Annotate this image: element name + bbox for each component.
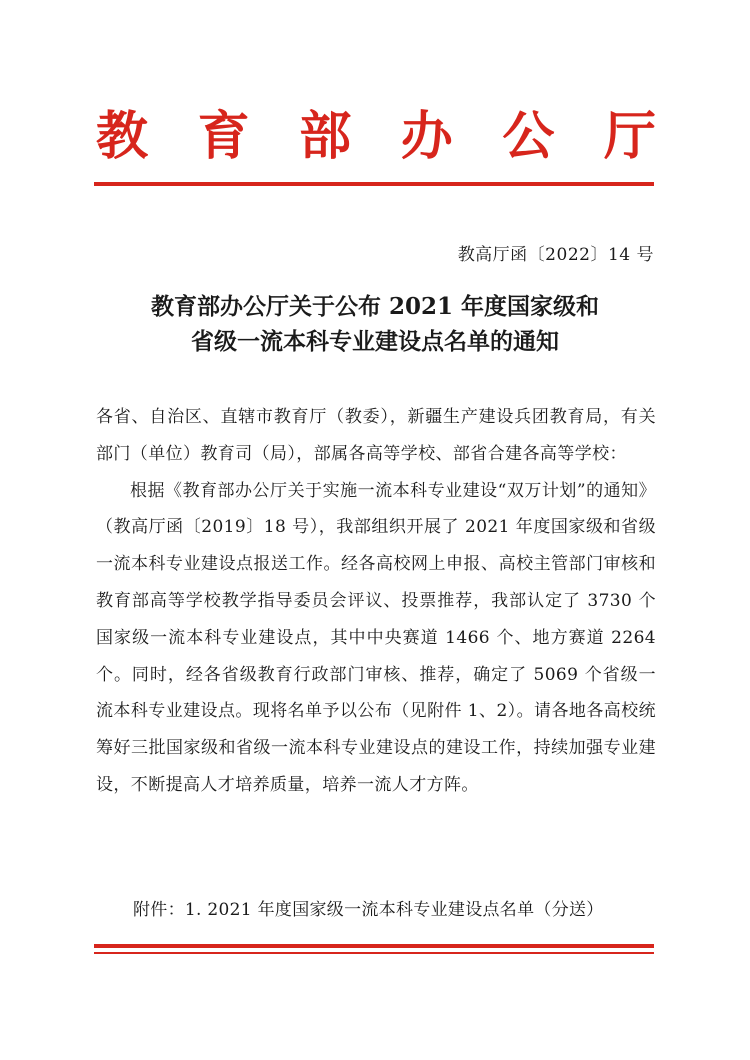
issuer-heading — [96, 104, 656, 170]
issuer-char: 教 — [96, 106, 149, 167]
issuer-char: 办 — [400, 106, 453, 167]
footer-red-rule-thick — [94, 944, 654, 948]
body-paragraph: 根据《教育部办公厅关于实施一流本科专业建设“双万计划”的通知》（教高厅函〔2019〕18 号），我部组织开展了 2021 年度国家级和省级一流本科专业建设点报送工作。经各高校网上申报、高校主管部门审核和教育部高等学校教学指导委员会评议、投票推荐，我部认定了 3730 个国家级一流本科专业建设点，其中中央赛道 1466 个、地方赛道 2264 个。同时，经各省级教育行政部门审核、推荐，确定了 5069 个省级一流本科专业建设点。现将名单予以公布（见附件 1、2）。请各地各高校统筹好三批国家级和省级一流本科专业建设点的建设工作，持续加强专业建设，不断提高人才培养质量，培养一流人才方阵。 — [96, 480, 656, 795]
document-body — [96, 399, 656, 804]
document-title — [80, 289, 670, 359]
document-number: 教高厅函〔2022〕14 号 — [457, 245, 654, 265]
addressee: 各省、自治区、直辖市教育厅（教委），新疆生产建设兵团教育局，有关部门（单位）教育司（局），部属各高等学校、部省合建各高等学校： — [96, 407, 656, 464]
issuer-char: 厅 — [603, 106, 656, 167]
title-line: 省级一流本科专业建设点名单的通知 — [191, 328, 559, 355]
attachment-line: 附件：1. 2021 年度国家级一流本科专业建设点名单（分送） — [133, 900, 604, 920]
issuer-char: 部 — [299, 106, 352, 167]
footer-red-rule-thin — [94, 952, 654, 954]
issuer-char: 育 — [197, 106, 250, 167]
title-line: 教育部办公厅关于公布 2021 年度国家级和 — [150, 293, 600, 320]
issuer-char: 公 — [502, 106, 555, 167]
header-red-rule — [94, 182, 654, 186]
